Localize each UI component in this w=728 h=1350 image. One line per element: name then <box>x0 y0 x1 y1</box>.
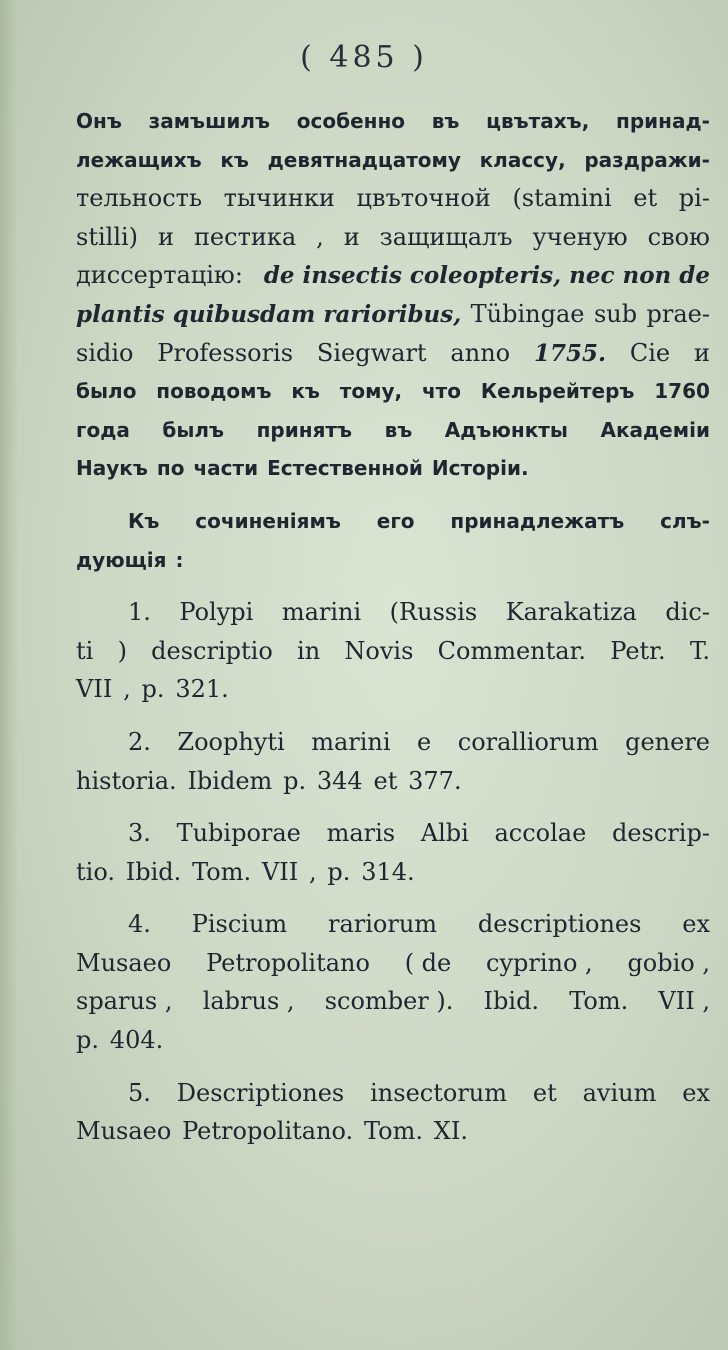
word: et <box>532 1078 557 1107</box>
word: anno <box>450 338 511 367</box>
word: sidio <box>76 338 134 367</box>
word: descrip- <box>611 819 710 848</box>
text-line <box>76 541 710 580</box>
word: VII <box>261 857 299 886</box>
word: защищалъ <box>379 222 513 251</box>
word: XI. <box>433 1117 468 1146</box>
text-line <box>76 982 710 1021</box>
word: , <box>123 675 131 704</box>
word: Tom. <box>363 1117 423 1146</box>
word: scomber ). <box>324 987 454 1016</box>
word: раздражи- <box>584 147 710 172</box>
word: p. <box>76 1026 99 1055</box>
word: de insectis coleopteris, nec non de <box>263 262 710 290</box>
word: 404. <box>109 1026 164 1055</box>
word: coralliorum <box>457 727 599 756</box>
word: marini <box>281 598 362 627</box>
word: et <box>373 766 398 795</box>
text-line <box>76 632 710 671</box>
word: замъшилъ <box>148 109 271 133</box>
word: и <box>693 338 710 367</box>
text-line <box>76 218 710 257</box>
word: maris <box>326 819 396 848</box>
word: 1. <box>128 598 151 627</box>
word: Siegwart <box>316 338 427 367</box>
word: p. <box>283 766 307 795</box>
word: тому, <box>339 379 403 404</box>
word: 4. <box>128 910 151 939</box>
word: и <box>343 222 360 251</box>
word: дующія <box>76 547 167 572</box>
word: p. <box>327 857 351 886</box>
paragraph-gap <box>76 891 710 905</box>
text-line <box>76 762 710 801</box>
word: rariorum <box>327 910 438 939</box>
word: былъ <box>162 417 225 442</box>
word: descriptio <box>151 636 273 665</box>
word: Ibidem <box>187 766 273 795</box>
word: принад- <box>616 109 710 133</box>
word: года <box>76 417 130 442</box>
word: labrus , <box>202 987 295 1016</box>
word: (Russis <box>389 598 478 627</box>
page-number: ( 485 ) <box>300 40 428 75</box>
word: Petropolitano. <box>182 1117 354 1146</box>
text-line <box>76 814 710 853</box>
word: (stamini <box>512 184 612 213</box>
word: его <box>376 508 415 533</box>
word: pi- <box>678 184 710 213</box>
text-line <box>76 502 710 541</box>
word: tio. <box>76 857 115 886</box>
word: въ <box>431 109 460 133</box>
text-line <box>76 1074 710 1113</box>
word: prae- <box>646 299 710 328</box>
word: ti <box>76 636 94 665</box>
text-line <box>76 141 710 180</box>
word: Исторіи. <box>431 456 529 481</box>
word: ) <box>117 636 127 665</box>
word: девятнадцатому <box>267 147 461 172</box>
paragraph-gap <box>76 579 710 593</box>
text-line <box>76 944 710 983</box>
word: Ibid. <box>483 987 540 1016</box>
word: T. <box>689 636 710 665</box>
word: et <box>633 184 658 213</box>
word: Tom. <box>569 987 629 1016</box>
word: 1760 <box>654 379 710 404</box>
word: поводомъ <box>156 379 272 404</box>
word: 3. <box>128 819 151 848</box>
word: Piscium <box>191 910 288 939</box>
word: Zoophyti <box>177 727 285 756</box>
word: Tom. <box>192 857 252 886</box>
word: 2. <box>128 727 151 756</box>
word: тычинки <box>223 184 335 213</box>
word: ( de <box>404 948 452 977</box>
word: Petropolitano <box>206 948 370 977</box>
word: 344 <box>316 766 363 795</box>
word: avium <box>582 1078 657 1107</box>
word: ex <box>682 1078 710 1107</box>
paragraph-gap <box>76 709 710 723</box>
text-line <box>76 853 710 892</box>
word: къ <box>220 147 249 172</box>
word: Tübingae <box>470 299 585 328</box>
word: e <box>417 727 432 756</box>
text-line <box>76 256 710 295</box>
word: p. <box>141 675 165 704</box>
word: классу, <box>479 147 566 172</box>
word: что <box>421 379 461 404</box>
word: sub <box>593 299 638 328</box>
word: особенно <box>296 109 406 133</box>
word: Къ <box>128 508 160 533</box>
word: 1755. <box>533 339 606 367</box>
word: cyprino , <box>486 948 593 977</box>
word: 321. <box>175 675 229 704</box>
word: диссертацію: <box>76 261 243 290</box>
text-line <box>76 593 710 632</box>
word: Естественной <box>267 456 423 481</box>
word: stilli) <box>76 222 139 251</box>
text-line <box>76 102 710 141</box>
word: принятъ <box>256 417 353 442</box>
word: цвътахъ, <box>486 109 590 133</box>
word: in <box>297 636 321 665</box>
word: insectorum <box>370 1078 507 1107</box>
word: 377. <box>408 766 462 795</box>
word: 314. <box>361 857 415 886</box>
word: части <box>193 456 259 481</box>
word: ученую <box>532 222 628 251</box>
word: Petr. <box>610 636 666 665</box>
word: , <box>316 222 324 251</box>
word: Descriptiones <box>176 1078 345 1107</box>
word: 5. <box>128 1078 151 1107</box>
text-line <box>76 670 710 709</box>
body-text <box>76 102 710 1151</box>
word: пестика <box>193 222 297 251</box>
word: тельность <box>76 184 203 213</box>
word: лежащихъ <box>76 147 202 172</box>
word: Tubiporae <box>176 819 301 848</box>
word: Ibid. <box>125 857 182 886</box>
word: historia. <box>76 766 177 795</box>
text-line <box>76 295 710 334</box>
word: сочиненіямъ <box>195 508 341 533</box>
text-line <box>76 449 710 488</box>
word: свою <box>647 222 710 251</box>
word: Musaeo <box>76 948 172 977</box>
word: : <box>175 547 184 572</box>
word: ex <box>682 910 710 939</box>
word: descriptiones <box>477 910 642 939</box>
word: Академіи <box>600 417 710 442</box>
paragraph-gap <box>76 488 710 502</box>
word: genere <box>625 727 710 756</box>
paragraph-gap <box>76 800 710 814</box>
word: было <box>76 379 137 404</box>
word: VII , <box>658 987 710 1016</box>
word: цвъточной <box>356 184 491 213</box>
word: sparus , <box>76 987 173 1016</box>
word: по <box>156 456 185 481</box>
word: Адъюнкты <box>444 417 568 442</box>
word: Professoris <box>157 338 294 367</box>
text-line <box>76 723 710 762</box>
word: Cie <box>629 338 671 367</box>
text-line <box>76 1021 710 1060</box>
text-line <box>76 905 710 944</box>
word: accolae <box>494 819 587 848</box>
text-line <box>76 372 710 411</box>
word: Кельрейтеръ <box>480 379 635 404</box>
word: , <box>308 857 317 886</box>
word: gobio , <box>627 948 710 977</box>
word: marini <box>311 727 391 756</box>
word: plantis quibusdam rarioribus, <box>76 300 462 328</box>
word: Novis <box>344 636 414 665</box>
word: въ <box>384 417 413 442</box>
text-line <box>76 1112 710 1151</box>
word: Наукъ <box>76 456 148 481</box>
text-line <box>76 179 710 218</box>
word: къ <box>291 379 320 404</box>
paragraph-gap <box>76 1060 710 1074</box>
word: Albi <box>420 819 469 848</box>
word: Commentar. <box>437 636 587 665</box>
word: слъ- <box>660 508 710 533</box>
text-line <box>76 411 710 450</box>
word: VII <box>76 675 113 704</box>
page-edge-shadow <box>0 0 18 1350</box>
word: dic- <box>665 598 710 627</box>
word: Karakatiza <box>505 598 637 627</box>
text-line <box>76 334 710 373</box>
word: Musaeo <box>76 1117 172 1146</box>
word: и <box>157 222 174 251</box>
word: принадлежатъ <box>450 508 625 533</box>
word: Онъ <box>76 109 122 133</box>
word: Polypi <box>179 598 254 627</box>
